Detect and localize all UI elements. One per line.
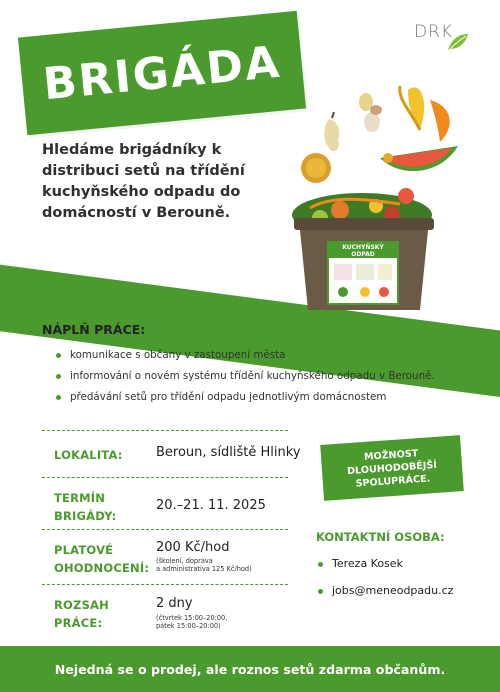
pay-note-line2: a administrativa 125 Kč/hod)	[156, 565, 252, 573]
location-value: Beroun, sídliště Hlinky	[156, 445, 301, 460]
onion-icon	[301, 153, 331, 183]
scope-label-line1: ROZSAH	[54, 598, 109, 612]
scope-value: 2 dny	[156, 596, 193, 611]
apple-core-icon	[324, 112, 339, 151]
duties-list	[56, 345, 435, 408]
footer-text: Nejedná se o prodej, ale roznos setů zdarma občanům.	[54, 661, 446, 677]
pay-note-line1: (školení, doprava	[156, 557, 213, 565]
organization-logo	[414, 22, 470, 58]
footer-bar	[0, 646, 500, 692]
contact-heading: KONTAKTNÍ OSOBA:	[316, 530, 445, 544]
scope-note-line1: (čtvrtek 15:00–20:00,	[156, 614, 228, 622]
date-label-line2: BRIGÁDY:	[54, 509, 117, 523]
duties-heading: NÁPLŇ PRÁCE:	[42, 322, 146, 337]
egg-shell-icon	[359, 93, 382, 132]
intro-text: Hledáme brigádníky k distribuci setů na třídění kuchyňského odpadu do domácností v Berouně.	[42, 142, 245, 221]
contact-email-link[interactable]: jobs@meneodpadu.cz	[318, 584, 453, 597]
pay-label-line1: PLATOVÉ	[54, 543, 114, 557]
badge-line3: SPOLUPRÁCE.	[355, 472, 431, 490]
logo-text: DRK	[414, 22, 454, 42]
divider	[42, 584, 288, 585]
list-item: předávání setů pro třídění odpadu jednotlivým domácnostem	[56, 387, 435, 408]
scope-label-line2: PRÁCE:	[54, 616, 103, 630]
peel-piece-icon	[383, 153, 393, 163]
leaf-icon	[446, 32, 470, 52]
contact-name: Tereza Kosek	[318, 557, 403, 570]
orange-peel-icon	[430, 100, 450, 142]
page-title: BRIGÁDA	[40, 36, 284, 110]
pay-value: 200 Kč/hod	[156, 540, 230, 555]
divider	[42, 430, 288, 431]
list-item: informování o novém systému třídění kuchyňského odpadu v Berouně.	[56, 366, 435, 387]
date-label-line1: TERMÍN	[54, 491, 106, 505]
banana-peel-icon	[400, 86, 424, 130]
divider	[42, 529, 288, 530]
cooperation-badge-text	[320, 435, 464, 501]
location-label: LOKALITA:	[54, 448, 123, 462]
bin-label-line2: ODPAD	[351, 251, 375, 258]
scope-note-line2: pátek 15:00–20:00)	[156, 622, 221, 630]
bin-label-line1: KUCHYŇSKÝ	[342, 244, 384, 251]
date-value: 20.–21. 11. 2025	[156, 498, 266, 513]
badge-line1: MOŽNOST	[363, 447, 419, 463]
badge-line2: DLOUHODOBĚJŠÍ	[346, 459, 438, 477]
bin-body	[294, 218, 434, 310]
list-item: komunikace s občany v zastoupení města	[56, 345, 435, 366]
divider	[42, 477, 288, 478]
pay-label-line2: OHODNOCENÍ:	[54, 561, 150, 575]
compost-bin-illustration	[280, 60, 470, 310]
